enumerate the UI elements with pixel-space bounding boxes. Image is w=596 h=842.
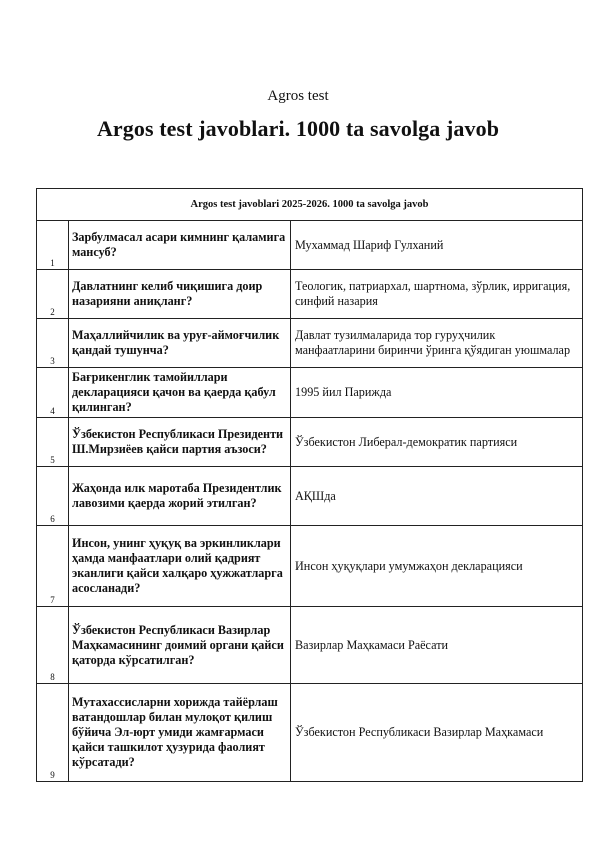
table-row bbox=[37, 526, 583, 607]
row-number: 4 bbox=[50, 406, 55, 416]
answer-cell: 1995 йил Парижда bbox=[291, 368, 583, 418]
table-row bbox=[37, 607, 583, 684]
table-row bbox=[37, 467, 583, 526]
question-cell: Маҳаллийчилик ва уруғ-аймоғчилик қандай тушунча? bbox=[69, 319, 291, 368]
question-cell: Ўзбекистон Республикаси Президенти Ш.Мирзиёев қайси партия аъзоси? bbox=[69, 418, 291, 467]
question-cell: Ўзбекистон Республикаси Вазирлар Маҳкамасининг доимий органи қайси қаторда кўрсатилган? bbox=[69, 607, 291, 684]
qa-table bbox=[36, 188, 583, 782]
table-row bbox=[37, 319, 583, 368]
question-cell: Жаҳонда илк маротаба Президентлик лавозими қаерда жорий этилган? bbox=[69, 467, 291, 526]
table-caption: Argos test javoblari 2025-2026. 1000 ta savolga javob bbox=[37, 189, 583, 221]
row-number: 7 bbox=[50, 595, 55, 605]
answer-cell: Мухаммад Шариф Гулханий bbox=[291, 221, 583, 270]
row-number: 3 bbox=[50, 356, 55, 366]
table-row bbox=[37, 418, 583, 467]
table-row bbox=[37, 221, 583, 270]
answer-cell: Инсон ҳуқуқлари умумжаҳон декларацияси bbox=[291, 526, 583, 607]
row-number: 8 bbox=[50, 672, 55, 682]
answer-cell: Ўзбекистон Республикаси Вазирлар Маҳкамаси bbox=[291, 684, 583, 782]
table-header-row bbox=[37, 189, 583, 221]
table-row bbox=[37, 270, 583, 319]
document-title: Argos test javoblari. 1000 ta savolga javob bbox=[96, 116, 500, 141]
question-cell: Мутахассисларни хорижда тайёрлаш ватандошлар билан мулоқот қилиш бўйича Эл-юрт умиди жамғармаси қайси ташкилот ҳузурида фаолият кўрсатади? bbox=[69, 684, 291, 782]
answer-cell: Вазирлар Маҳкамаси Раёсати bbox=[291, 607, 583, 684]
answer-cell: Теологик, патриархал, шартнома, зўрлик, ирригация, синфий назария bbox=[291, 270, 583, 319]
row-number: 9 bbox=[50, 770, 55, 780]
row-number: 1 bbox=[50, 258, 55, 268]
row-number: 2 bbox=[50, 307, 55, 317]
table-row bbox=[37, 368, 583, 418]
answer-cell: Давлат тузилмаларида тор гуруҳчилик манфаатларини биринчи ўринга қўядиган уюшмалар bbox=[291, 319, 583, 368]
table-row bbox=[37, 684, 583, 782]
answer-cell: АҚШда bbox=[291, 467, 583, 526]
question-cell: Давлатнинг келиб чиқишига доир назарияни аниқланг? bbox=[69, 270, 291, 319]
row-number: 6 bbox=[50, 514, 55, 524]
row-number: 5 bbox=[50, 455, 55, 465]
question-cell: Инсон, унинг ҳуқуқ ва эркинликлари ҳамда манфаатлари олий қадрият эканлиги қайси халқаро ҳужжатларга асосланади? bbox=[69, 526, 291, 607]
question-cell: Зарбулмасал асари кимнинг қаламига мансуб? bbox=[69, 221, 291, 270]
answer-cell: Ўзбекистон Либерал-демократик партияси bbox=[291, 418, 583, 467]
document-subtitle: Agros test bbox=[267, 88, 329, 104]
question-cell: Бағрикенглик тамойиллари декларацияси қачон ва қаерда қабул қилинган? bbox=[69, 368, 291, 418]
